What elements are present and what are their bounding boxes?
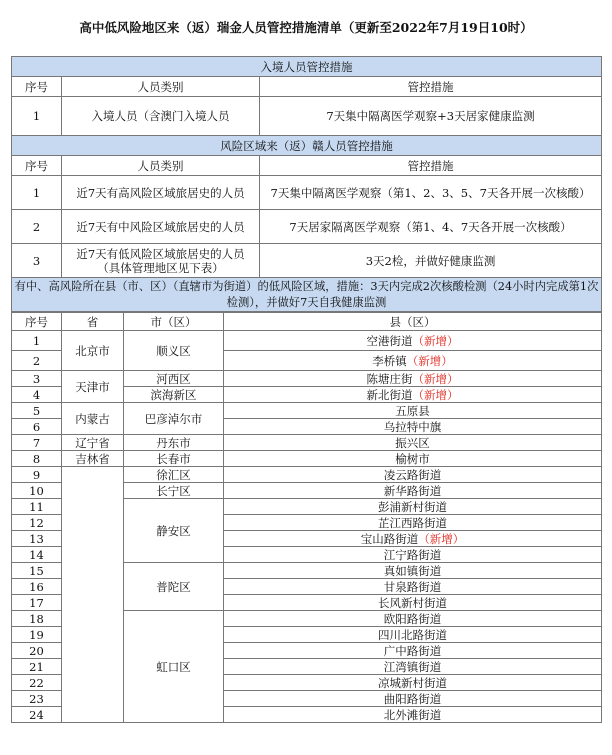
table-row — [12, 331, 602, 351]
low-risk-areas-table — [11, 312, 602, 723]
section1-heading-row — [12, 57, 602, 77]
row-no: 4 — [12, 387, 62, 403]
row-no: 3 — [12, 244, 62, 278]
row-no: 15 — [12, 563, 62, 579]
county-cell: 欧阳路街道 — [224, 611, 602, 627]
row-measure: 7天居家隔离医学观察（第1、4、7天各开展一次核酸） — [260, 210, 602, 244]
new-tag: （新增） — [406, 353, 453, 368]
county-cell — [224, 331, 602, 351]
city-cell: 巴彦淖尔市 — [124, 403, 224, 435]
row-no: 7 — [12, 435, 62, 451]
areas-column-header — [12, 313, 602, 331]
row-type — [62, 244, 260, 278]
row-no: 16 — [12, 579, 62, 595]
row-type: 近7天有中风险区域旅居史的人员 — [62, 210, 260, 244]
col-type: 人员类别 — [62, 77, 260, 97]
county-cell — [224, 531, 602, 547]
section2-heading-row — [12, 136, 602, 156]
county-cell: 真如镇街道 — [224, 563, 602, 579]
row-no: 9 — [12, 467, 62, 483]
county-cell: 北外滩街道 — [224, 707, 602, 723]
county-cell: 榆树市 — [224, 451, 602, 467]
col-no: 序号 — [12, 313, 62, 331]
county-cell: 新华路街道 — [224, 483, 602, 499]
table-row — [12, 176, 602, 210]
table-row — [12, 210, 602, 244]
row-type: 近7天有高风险区域旅居史的人员 — [62, 176, 260, 210]
city-cell: 长宁区 — [124, 483, 224, 499]
county-cell: 四川北路街道 — [224, 627, 602, 643]
new-tag: （新增） — [412, 387, 459, 402]
county-name: 新北街道 — [366, 387, 413, 402]
county-cell: 广中路街道 — [224, 643, 602, 659]
county-cell: 江湾镇街道 — [224, 659, 602, 675]
row-no: 17 — [12, 595, 62, 611]
county-name: 陈塘庄街 — [366, 371, 413, 386]
county-cell: 彭浦新村街道 — [224, 499, 602, 515]
section1-column-header — [12, 77, 602, 97]
table-row — [12, 451, 602, 467]
county-cell: 五原县 — [224, 403, 602, 419]
row-type-line1: 近7天有低风险区域旅居史的人员 — [76, 246, 245, 261]
city-cell: 丹东市 — [124, 435, 224, 451]
col-city: 市（区） — [124, 313, 224, 331]
col-no: 序号 — [12, 77, 62, 97]
new-tag: （新增） — [418, 531, 465, 546]
table-row — [12, 371, 602, 387]
row-no: 3 — [12, 371, 62, 387]
row-measure: 7天集中隔离医学观察（第1、2、3、5、7天各开展一次核酸） — [260, 176, 602, 210]
row-no: 21 — [12, 659, 62, 675]
county-cell: 曲阳路街道 — [224, 691, 602, 707]
city-cell: 顺义区 — [124, 331, 224, 371]
county-cell — [224, 371, 602, 387]
row-no: 23 — [12, 691, 62, 707]
row-no: 20 — [12, 643, 62, 659]
city-cell: 虹口区 — [124, 611, 224, 723]
row-no: 1 — [12, 97, 62, 136]
city-cell: 徐汇区 — [124, 467, 224, 483]
county-cell: 甘泉路街道 — [224, 579, 602, 595]
row-no: 2 — [12, 351, 62, 371]
row-no: 13 — [12, 531, 62, 547]
new-tag: （新增） — [412, 333, 459, 348]
province-cell: 北京市 — [62, 331, 124, 371]
col-county: 县（区） — [224, 313, 602, 331]
row-type: 入境人员（含澳门入境人员 — [62, 97, 260, 136]
row-no: 10 — [12, 483, 62, 499]
province-cell-shanghai — [62, 467, 124, 723]
new-tag: （新增） — [412, 371, 459, 386]
county-cell: 芷江西路街道 — [224, 515, 602, 531]
county-cell — [224, 351, 602, 371]
row-no: 14 — [12, 547, 62, 563]
measures-table — [11, 56, 602, 312]
row-no: 1 — [12, 331, 62, 351]
county-name: 宝山路街道 — [360, 531, 419, 546]
row-no: 6 — [12, 419, 62, 435]
section1-heading: 入境人员管控措施 — [12, 57, 602, 77]
col-measure: 管控措施 — [260, 156, 602, 176]
row-no: 5 — [12, 403, 62, 419]
county-cell — [224, 387, 602, 403]
county-name: 李桥镇 — [372, 353, 407, 368]
province-cell: 天津市 — [62, 371, 124, 403]
city-cell: 滨海新区 — [124, 387, 224, 403]
table-row — [12, 467, 602, 483]
row-no: 2 — [12, 210, 62, 244]
section2-heading: 风险区域来（返）赣人员管控措施 — [12, 136, 602, 156]
city-cell: 长春市 — [124, 451, 224, 467]
row-no: 22 — [12, 675, 62, 691]
row-no: 18 — [12, 611, 62, 627]
row-no: 19 — [12, 627, 62, 643]
row-measure: 3天2检，并做好健康监测 — [260, 244, 602, 278]
row-no: 24 — [12, 707, 62, 723]
row-no: 11 — [12, 499, 62, 515]
county-name: 空港街道 — [366, 333, 413, 348]
city-cell: 普陀区 — [124, 563, 224, 611]
row-no: 8 — [12, 451, 62, 467]
province-cell: 吉林省 — [62, 451, 124, 467]
col-type: 人员类别 — [62, 156, 260, 176]
row-type-line2: （具体管理地区见下表） — [97, 260, 224, 275]
row-no: 12 — [12, 515, 62, 531]
city-cell: 静安区 — [124, 499, 224, 563]
table-row — [12, 97, 602, 136]
row-no: 1 — [12, 176, 62, 210]
county-cell: 凉城新村街道 — [224, 675, 602, 691]
page-title: 高中低风险地区来（返）瑞金人员管控措施清单（更新至2022年7月19日10时） — [79, 20, 533, 35]
province-cell: 辽宁省 — [62, 435, 124, 451]
notice-row — [12, 278, 602, 312]
row-measure: 7天集中隔离医学观察+3天居家健康监测 — [260, 97, 602, 136]
province-cell: 内蒙古 — [62, 403, 124, 435]
table-row — [12, 244, 602, 278]
city-cell: 河西区 — [124, 371, 224, 387]
county-cell: 长风新村街道 — [224, 595, 602, 611]
county-cell: 凌云路街道 — [224, 467, 602, 483]
section2-column-header — [12, 156, 602, 176]
county-cell: 江宁路街道 — [224, 547, 602, 563]
county-cell: 振兴区 — [224, 435, 602, 451]
col-no: 序号 — [12, 156, 62, 176]
low-risk-notice: 有中、高风险所在县（市、区）（直辖市为街道）的低风险区域，措施：3天内完成2次核酸检测（24小时内完成第1次检测），并做好7天自我健康监测 — [12, 278, 602, 312]
col-measure: 管控措施 — [260, 77, 602, 97]
table-row — [12, 403, 602, 419]
county-cell: 乌拉特中旗 — [224, 419, 602, 435]
col-province: 省 — [62, 313, 124, 331]
table-row — [12, 435, 602, 451]
